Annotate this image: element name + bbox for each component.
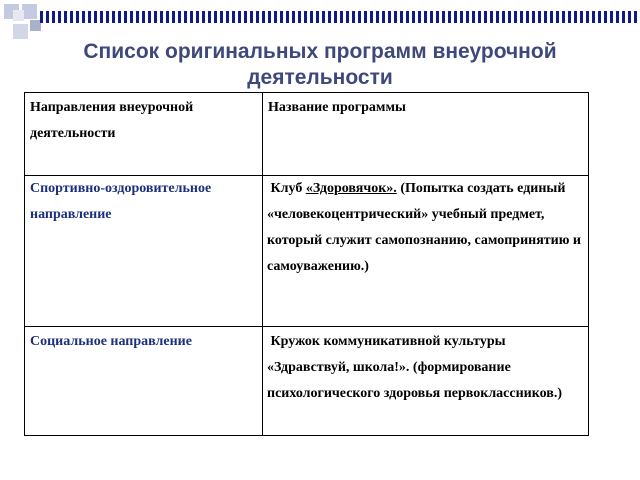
header-directions: Направления внеурочной деятельности [30, 100, 194, 141]
page-title: Список оригинальных программ внеурочной деятельности [83, 40, 557, 89]
table-row [25, 176, 589, 327]
decor-square [13, 24, 28, 39]
decor-stripe-band [40, 11, 640, 23]
header-cell [263, 93, 589, 176]
table-cell [263, 176, 589, 327]
table-cell [263, 327, 589, 436]
program-name-club: «Здоровячок». [305, 181, 397, 196]
program-description: (Попытка создать единый «человекоцентрический» учебный предмет, который служит самопознанию, самопринятию и самоуважению.) [267, 181, 581, 274]
decor-square [13, 10, 24, 21]
table-cell [25, 176, 263, 327]
direction-sport: Спортивно-оздоровительное направление [30, 181, 212, 222]
program-social [263, 327, 588, 411]
direction-social: Социальное направление [30, 334, 192, 349]
header-program-name: Название программы [268, 100, 406, 115]
program-sport [263, 176, 588, 284]
decor-square [22, 4, 37, 19]
table-row [25, 327, 589, 436]
table-header-row [25, 93, 589, 176]
header-cell [25, 93, 263, 176]
table-cell [25, 327, 263, 436]
program-prefix: Клуб [270, 181, 306, 196]
program-social-text: Кружок коммуникативной культуры «Здравствуй, школа!». (формирование психологического здоровья первоклассников.) [267, 334, 562, 401]
programs-table [24, 92, 589, 436]
